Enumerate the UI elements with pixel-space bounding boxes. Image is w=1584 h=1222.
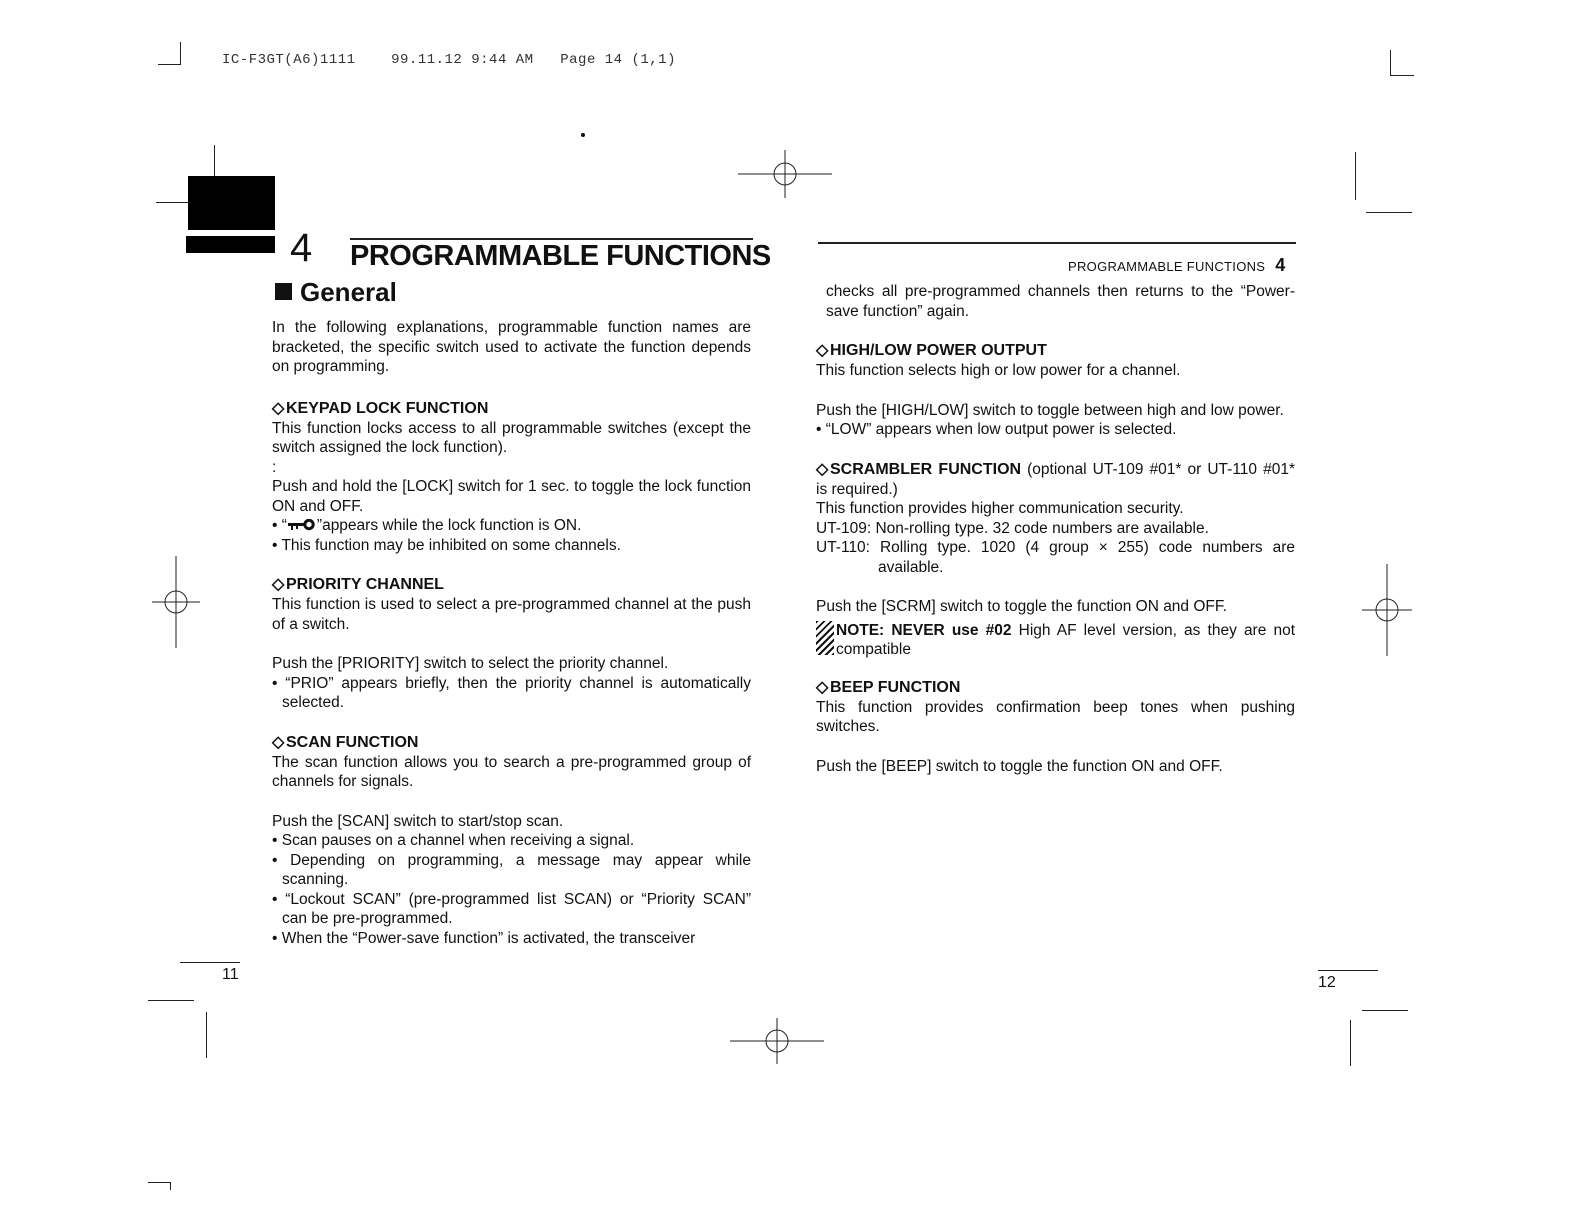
page-number-rule [1318,970,1378,971]
running-head: PROGRAMMABLE FUNCTIONS 4 [1068,255,1286,275]
print-header: IC-F3GT(A6)1111 99.11.12 9:44 AM Page 14 (1,1) [222,52,676,68]
running-head-rule [818,242,1296,244]
crop-mark [148,1000,194,1001]
key-icon [287,519,317,531]
crop-mark [1366,212,1412,213]
registration-mark-top [738,150,832,198]
diamond-icon: ◇ [816,460,829,478]
scrambler-description: This function provides higher communication security. [816,500,1184,517]
crop-mark [156,202,188,203]
keypad-bullet-1: • “ ”appears while the lock function is ON. [272,517,582,534]
priority-instruction: Push the [PRIORITY] switch to select the priority channel. [272,655,669,672]
scan-bullet-3: • “Lockout SCAN” (pre-programmed list SCAN) or “Priority SCAN” can be pre-programmed. [272,890,751,927]
power-bullet-1: • “LOW” appears when low output power is selected. [816,421,1177,438]
right-column [816,282,1295,776]
diamond-icon: ◇ [272,733,285,751]
scan-heading: ◇ SCAN FUNCTION [272,733,419,751]
thumb-tab-bar [186,236,275,253]
beep-description: This function provides confirmation beep tones when pushing switches. [816,698,1295,735]
registration-mark-left [152,556,200,648]
page-number-left: 11 [222,966,239,983]
crop-mark [1390,75,1414,76]
keypad-colon: : [272,458,277,476]
crop-mark [214,145,215,177]
priority-bullet-1: • “PRIO” appears briefly, then the priority channel is automatically selected. [272,674,751,711]
scrambler-note: NOTE: NEVER use #02 High AF level version, as they are not compatible [816,621,1295,660]
crop-mark [1362,1010,1408,1011]
scan-bullet-2: • Depending on programming, a message may appear while scanning. [272,851,751,888]
crop-mark [170,1182,171,1190]
beep-instruction: Push the [BEEP] switch to toggle the function ON and OFF. [816,757,1223,775]
diamond-icon: ◇ [816,678,829,696]
power-description: This function selects high or low power for a channel. [816,362,1181,379]
chapter-title: PROGRAMMABLE FUNCTIONS [350,240,771,272]
registration-mark-right [1362,564,1412,656]
scan-bullet-1: • Scan pauses on a channel when receiving a signal. [272,832,635,849]
keypad-bullet-2: • This function may be inhibited on some channels. [272,536,621,554]
thumb-tab-block [188,176,275,230]
page-number-right: 12 [1318,974,1336,991]
square-bullet-icon [275,283,292,300]
continuation-paragraph: checks all pre-programmed channels then returns to the “Power-save function” again. [826,283,1295,320]
crop-mark [1390,50,1391,76]
scrambler-ut109: UT-109: Non-rolling type. 32 code numbers are available. [816,519,1209,537]
scrambler-heading-line: ◇ SCRAMBLER FUNCTION (optional UT-109 #01* or UT-110 #01* is required.) [816,460,1295,498]
section-title: General [275,277,397,307]
priority-heading: ◇ PRIORITY CHANNEL [272,576,444,593]
scan-bullet-4: • When the “Power-save function” is activated, the transceiver [272,929,696,947]
keypad-heading: ◇ KEYPAD LOCK FUNCTION [272,399,489,417]
scan-description: The scan function allows you to search a pre-programmed group of channels for signals. [272,753,751,790]
speck [581,133,585,137]
crop-mark [148,1182,170,1183]
chapter-number: 4 [290,226,313,270]
power-heading: ◇ HIGH/LOW POWER OUTPUT [816,342,1047,359]
left-column [272,318,751,948]
crop-mark [206,1012,207,1058]
registration-mark-bottom [730,1018,824,1064]
keypad-description: This function locks access to all programmable switches (except the switch assigned the lock function). [272,419,751,456]
diamond-icon: ◇ [272,399,285,417]
intro-paragraph: In the following explanations, programmable function names are bracketed, the specific switch used to activate the function depends on programming. [272,319,751,375]
warning-hatch-icon [816,621,834,655]
keypad-instruction: Push and hold the [LOCK] switch for 1 sec. to toggle the lock function ON and OFF. [272,478,751,515]
page-number-rule [180,962,240,963]
scan-instruction: Push the [SCAN] switch to start/stop scan. [272,812,564,830]
priority-description: This function is used to select a pre-programmed channel at the push of a switch. [272,596,751,633]
diamond-icon: ◇ [816,342,829,359]
crop-mark [1350,1020,1351,1066]
beep-heading: ◇ BEEP FUNCTION [816,678,961,696]
scrambler-ut110: UT-110: Rolling type. 1020 (4 group × 255) code numbers are available. [816,539,1295,576]
crop-mark [1355,152,1356,200]
scrambler-instruction: Push the [SCRM] switch to toggle the function ON and OFF. [816,598,1227,615]
power-instruction: Push the [HIGH/LOW] switch to toggle between high and low power. [816,401,1284,419]
diamond-icon: ◇ [272,576,285,593]
